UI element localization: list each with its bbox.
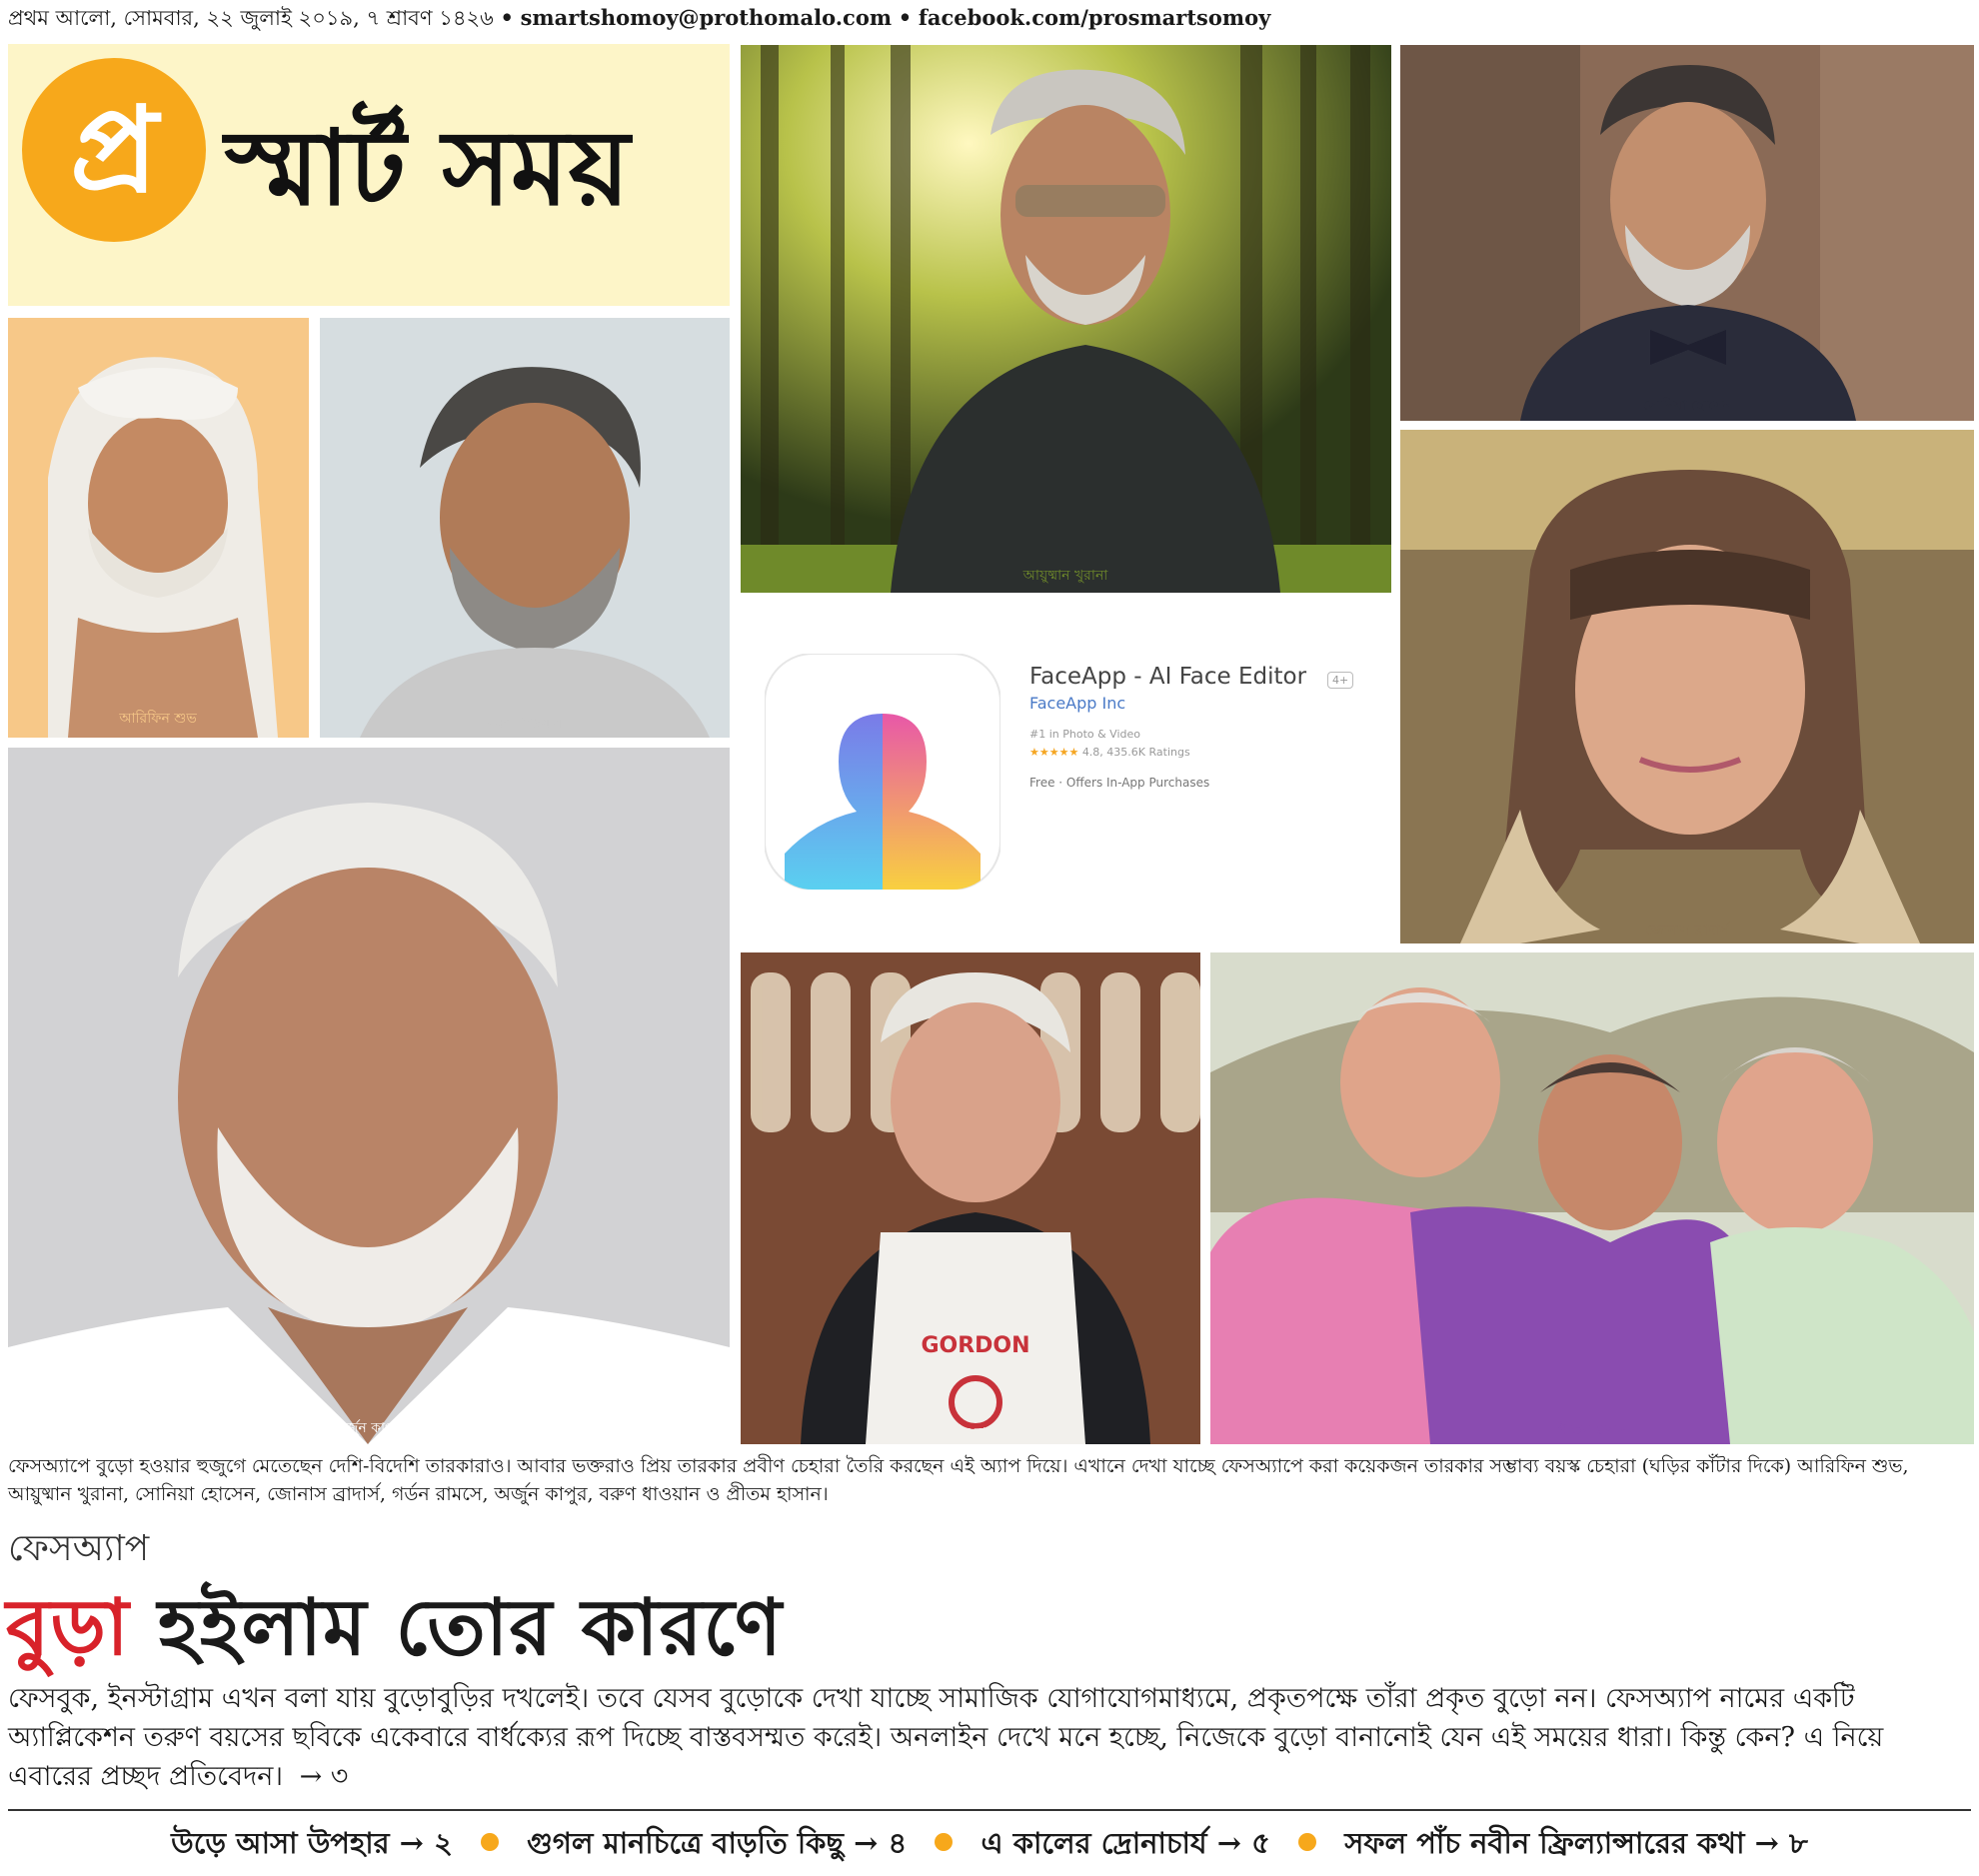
photo-forest-man (741, 45, 1391, 593)
teaser-item[interactable]: গুগল মানচিত্রে বাড়তি কিছু → ৪ (527, 1826, 908, 1860)
article-intro (8, 1679, 1967, 1796)
photo-bowtie-man (1400, 45, 1974, 421)
article-headline[interactable] (6, 1567, 783, 1697)
photo-caption: ফেসঅ্যাপে বুড়ো হওয়ার হুজুগে মেতেছেন দেশি-বিদেশি তারকারাও। আবার ভক্তরাও প্রিয় তারকার প্রবীণ চেহারা তৈরি করছেন এই অ্যাপ দিয়ে। এখানে দেখা যাচ্ছে ফেসঅ্যাপে করা কয়েকজন তারকার সম্ভাব্য বয়স্ক চেহারা (ঘড়ির কাঁটার দিকে) আরিফিন শুভ, আয়ুষ্মান খুরানা, সোনিয়া হোসেন, জোনাস ব্রাদার্স, গর্ডন রামসে, অর্জুন কাপুর, বরুণ ধাওয়ান ও প্রীতম হাসান। (8, 1455, 1909, 1505)
teaser-bar (0, 1821, 1979, 1870)
divider (8, 1809, 1971, 1811)
app-rating (1029, 746, 1190, 759)
intro-page-ref[interactable]: → ৩ (299, 1761, 349, 1792)
bullet-icon (1298, 1833, 1316, 1851)
photo-trio (1210, 952, 1974, 1444)
rating-text: 4.8, 435.6K Ratings (1081, 746, 1190, 759)
app-price: Free · Offers In-App Purchases (1029, 776, 1210, 790)
dateline: প্রথম আলো, সোমবার, ২২ জুলাই ২০১৯, ৭ শ্রাবণ ১৪২৬ (8, 6, 494, 30)
email-link[interactable]: smartshomoy@prothomalo.com (520, 5, 893, 30)
teaser-item[interactable]: উড়ে আসা উপহার → ২ (171, 1826, 453, 1860)
app-rank: #1 in Photo & Video (1029, 728, 1141, 741)
app-title[interactable]: FaceApp - AI Face Editor (1029, 664, 1307, 690)
separator: • (898, 5, 913, 30)
separator: • (500, 5, 514, 30)
section-title: স্মার্ট সময় (225, 106, 631, 229)
photo-label: জোনাস ব্রাদার্স (1645, 923, 1729, 938)
prothom-alo-logo (22, 58, 206, 242)
photo-label: প্রীতম হাসান (1556, 1422, 1628, 1438)
rating-stars: ★★★★★ (1029, 746, 1079, 759)
photo-label: গর্ডন রামসে (942, 1425, 1009, 1441)
facebook-link[interactable]: facebook.com/prosmartsomoy (918, 5, 1271, 30)
app-developer-link[interactable]: FaceApp Inc (1029, 694, 1126, 713)
age-rating-badge: 4+ (1327, 672, 1353, 689)
intro-text: ফেসবুক, ইনস্টাগ্রাম এখন বলা যায় বুড়োবুড়ির দখলেই। তবে যেসব বুড়োকে দেখা যাচ্ছে সামাজিক যোগাযোগমাধ্যমে, প্রকৃতপক্ষে তাঁরা প্রকৃত বুড়ো নন। ফেসঅ্যাপ নামের একটি অ্যাপ্লিকেশন তরুণ বয়সের ছবিকে একেবারে বার্ধক্যের রূপ দিচ্ছে বাস্তবসম্মত করেই। অনলাইন দেখে মনে হচ্ছে, নিজেকে বুড়ো বানানোই যেন এই সময়ের ধারা। কিন্তু কেন? এ নিয়ে এবারের প্রচ্ছদ প্রতিবেদন। (8, 1683, 1884, 1792)
photo-label: সোনিয়া হোসেন (1642, 398, 1732, 414)
photo-label: বরুণ ধাওয়ান (487, 716, 563, 732)
photo-woman (1400, 430, 1974, 943)
photo-man-hood (8, 318, 309, 738)
apron-text: GORDON (921, 1333, 1030, 1358)
article-kicker: ফেসঅ্যাপ (8, 1528, 150, 1569)
logo-glyph: প্র (69, 80, 159, 219)
dateline-bar (8, 2, 1270, 37)
teaser-item[interactable]: এ কালের দ্রোনাচার্য → ৫ (981, 1826, 1270, 1860)
photo-gray-hair-man (320, 318, 730, 738)
photo-label: অর্জুন কাপুর (333, 1420, 403, 1436)
teaser-item[interactable]: সফল পাঁচ নবীন ফ্রিল্যান্সারের কথা → ৮ (1344, 1826, 1808, 1860)
photo-label: আরিফিন শুভ (119, 711, 197, 727)
faceapp-store-card[interactable] (741, 602, 1391, 941)
headline-red-word: বুড়া (6, 1582, 130, 1673)
headline-rest: হইলাম তোর কারণে (157, 1582, 784, 1673)
photo-chef (741, 952, 1200, 1444)
photo-large-man (8, 748, 730, 1444)
bullet-icon (935, 1833, 953, 1851)
photo-label: আয়ুষ্মান খুরানা (1022, 568, 1108, 584)
faceapp-icon[interactable] (765, 654, 1000, 890)
bullet-icon (481, 1833, 499, 1851)
